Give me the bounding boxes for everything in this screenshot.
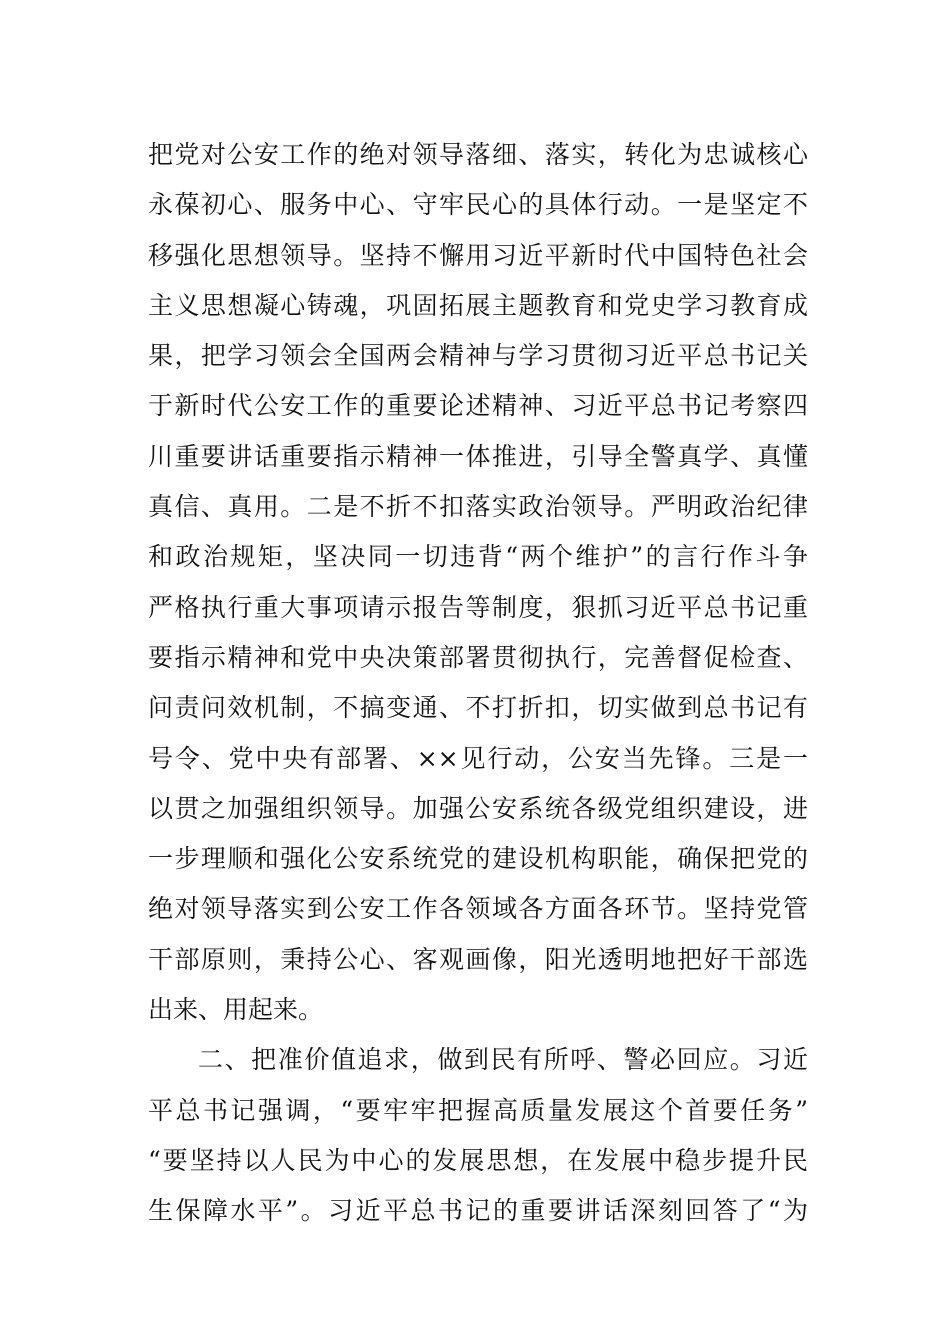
text-line: 平总书记强调，“要牢牢把握高质量发展这个首要任务” (148, 1095, 808, 1125)
text-line: 出来、用起来。 (148, 995, 324, 1025)
text-line: 和政治规矩，坚决同一切违背“两个维护”的言行作斗争 (148, 542, 808, 572)
text-line: 把党对公安工作的绝对领导落细、落实，转化为忠诚核心 (148, 140, 808, 169)
text-line: 生保障水平”。习近平总书记的重要讲话深刻回答了“为 (148, 1196, 808, 1226)
text-line: 川重要讲话重要指示精神一体推进，引导全警真学、真懂 (148, 441, 808, 471)
text-line: “要坚持以人民为中心的发展思想，在发展中稳步提升民 (148, 1145, 808, 1175)
text-line: 号令、党中央有部署、××见行动，公安当先锋。三是一 (148, 743, 808, 773)
body-text (148, 130, 808, 1237)
text-line: 干部原则，秉持公心、客观画像，阳光透明地把好干部选 (148, 944, 808, 974)
text-line: 于新时代公安工作的重要论述精神、习近平总书记考察四 (148, 391, 808, 421)
text-line: 主义思想凝心铸魂，巩固拓展主题教育和党史学习教育成 (148, 290, 808, 320)
text-line: 问责问效机制，不搞变通、不打折扣，切实做到总书记有 (148, 693, 808, 723)
section-heading-line: 二、把准价值追求，做到民有所呼、警必回应。习近 (198, 1045, 808, 1075)
text-line: 永葆初心、服务中心、守牢民心的具体行动。一是坚定不 (148, 190, 808, 220)
text-line: 真信、真用。二是不折不扣落实政治领导。严明政治纪律 (148, 492, 808, 522)
text-line: 以贯之加强组织领导。加强公安系统各级党组织建设，进 (148, 793, 808, 823)
text-line: 一步理顺和强化公安系统党的建设机构职能，确保把党的 (148, 844, 808, 874)
text-line: 果，把学习领会全国两会精神与学习贯彻习近平总书记关 (148, 341, 808, 371)
text-line: 移强化思想领导。坚持不懈用习近平新时代中国特色社会 (148, 240, 808, 270)
text-line: 严格执行重大事项请示报告等制度，狠抓习近平总书记重 (148, 592, 808, 622)
text-line: 绝对领导落实到公安工作各领域各方面各环节。坚持党管 (148, 894, 808, 924)
text-line: 要指示精神和党中央决策部署贯彻执行，完善督促检查、 (148, 642, 808, 672)
